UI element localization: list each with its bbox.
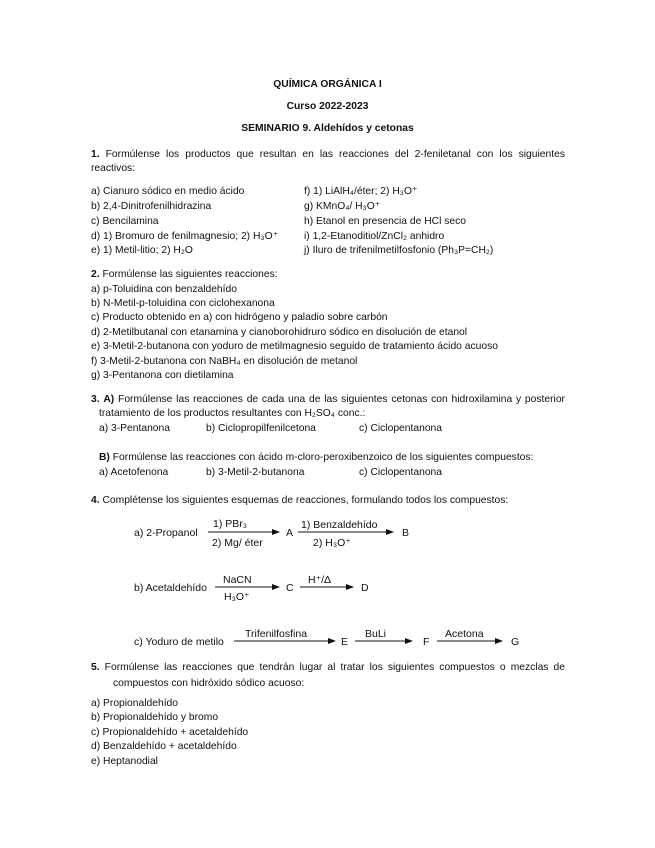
q3a-prompt-line2: tratamiento de los productos resultantes con H₂SO₄ conc.: [99, 408, 366, 419]
scheme-c-product-g: G [511, 636, 520, 648]
scheme-c-product-e: E [341, 636, 349, 648]
q2-item-e: e) 3-Metil-2-butanona con yoduro de metilmagnesio seguido de tratamiento ácido acuoso [91, 341, 498, 352]
q1-item-f: f) 1) LiAlH₄/éter; 2) H₃O⁺ [304, 186, 418, 197]
q2-item-c: c) Producto obtenido en a) con hidrógeno y paladio sobre carbón [91, 312, 388, 323]
scheme-c-arrow1-top: Trifenilfosfina [245, 628, 308, 640]
q5-item-e: e) Heptanodial [91, 756, 158, 767]
q3b-prompt: B) Formúlense las reacciones con ácido m-cloro-peroxibenzoico de los siguientes compuestos: [99, 452, 534, 463]
scheme-c-product-f: F [423, 636, 430, 648]
q3a-prompt-line1: 3. A) Formúlense las reacciones de cada una de las siguientes cetonas con hidroxilamina y posterior [91, 394, 565, 405]
q1-item-j: j) Iluro de trifenilmetilfosfonio (Ph₃P=CH₂) [304, 245, 494, 256]
q1-prompt-line2: reactivos: [91, 163, 136, 174]
q1-item-h: h) Etanol en presencia de HCl seco [304, 216, 466, 227]
q1-prompt-line1: 1. Formúlense los productos que resultan en las reacciones del 2-feniletanal con los siguientes [91, 149, 565, 160]
q2-item-a: a) p-Toluidina con benzaldehído [91, 284, 237, 295]
q1-item-d: d) 1) Bromuro de fenilmagnesio; 2) H₃O⁺ [91, 231, 279, 242]
q5-item-d: d) Benzaldehído + acetaldehído [91, 741, 237, 752]
scheme-b-product-d: D [361, 582, 369, 594]
scheme-a-product-a: A [286, 527, 294, 539]
q1-item-i: i) 1,2-Etanoditiol/ZnCl₂ anhidro [304, 231, 445, 242]
q3a-option-c: c) Ciclopentanona [359, 423, 442, 434]
scheme-a-arrow2-top: 1) Benzaldehído [301, 519, 378, 531]
scheme-b-product-c: C [286, 582, 294, 594]
q3b-option-b: b) 3-Metil-2-butanona [206, 467, 305, 478]
scheme-c [134, 628, 519, 648]
q1-item-a: a) Cianuro sódico en medio ácido [91, 186, 245, 197]
q5-prompt-line2: compuestos con hidróxido sódico acuoso: [113, 678, 305, 689]
q5-item-c: c) Propionaldehído + acetaldehído [91, 727, 249, 738]
scheme-b-start: b) Acetaldehído [134, 582, 207, 594]
q2-item-g: g) 3-Pentanona con dietilamina [91, 370, 234, 381]
q3a-option-b: b) Ciclopropilfenilcetona [206, 423, 316, 434]
scheme-b [134, 574, 369, 603]
q2-item-d: d) 2-Metilbutanal con etanamina y cianoborohidruro sódico en disolución de etanol [91, 327, 468, 338]
q2-item-b: b) N-Metil-p-toluidina con ciclohexanona [91, 298, 275, 309]
scheme-b-arrow1-bottom: H₃O⁺ [224, 591, 250, 603]
q3-number: 3. [91, 394, 100, 405]
scheme-a [134, 518, 409, 549]
q5-prompt-line1: 5. Formúlense las reacciones que tendrán lugar al tratar los siguientes compuestos o mezclas de [91, 662, 565, 673]
scheme-a-arrow1-bottom: 2) Mg/ éter [212, 537, 263, 549]
scheme-a-start: a) 2-Propanol [134, 527, 198, 539]
q1-number: 1. [91, 149, 100, 160]
q3a-option-a: a) 3-Pentanona [99, 423, 170, 434]
q5-item-b: b) Propionaldehído y bromo [91, 712, 219, 723]
document-title: QUÍMICA ORGÁNICA I [273, 79, 382, 90]
q1-item-c: c) Bencilamina [91, 216, 159, 227]
scheme-c-arrow2-top: BuLi [365, 628, 387, 640]
scheme-b-arrow2-top: H⁺/Δ [308, 574, 332, 586]
q3b-option-c: c) Ciclopentanona [359, 467, 442, 478]
q1-item-b: b) 2,4-Dinitrofenilhidrazina [91, 201, 212, 212]
q2-number: 2. [91, 269, 100, 280]
q1-item-e: e) 1) Metil-litio; 2) H₂O [91, 245, 193, 256]
q3b-option-a: a) Acetofenona [99, 467, 169, 478]
q4-prompt: 4. Complétense los siguientes esquemas de reacciones, formulando todos los compuestos: [91, 495, 509, 506]
scheme-c-arrow3-top: Acetona [445, 628, 484, 640]
q4-number: 4. [91, 495, 100, 506]
q2-item-f: f) 3-Metil-2-butanona con NaBH₄ en disolución de metanol [91, 356, 358, 367]
q5-number: 5. [91, 662, 100, 673]
scheme-a-product-b: B [402, 527, 410, 539]
q1-item-g: g) KMnO₄/ H₃O⁺ [304, 201, 381, 212]
seminar-title: SEMINARIO 9. Aldehídos y cetonas [241, 123, 414, 134]
q2-prompt: 2. Formúlense las siguientes reacciones: [91, 269, 278, 280]
scheme-c-start: c) Yoduro de metilo [134, 636, 224, 648]
scheme-a-arrow1-top: 1) PBr₃ [213, 518, 248, 530]
q5-item-a: a) Propionaldehído [91, 698, 179, 709]
scheme-a-arrow2-bottom: 2) H₃O⁺ [313, 537, 351, 549]
scheme-b-arrow1-top: NaCN [223, 574, 252, 586]
course-label: Curso 2022-2023 [286, 101, 369, 112]
